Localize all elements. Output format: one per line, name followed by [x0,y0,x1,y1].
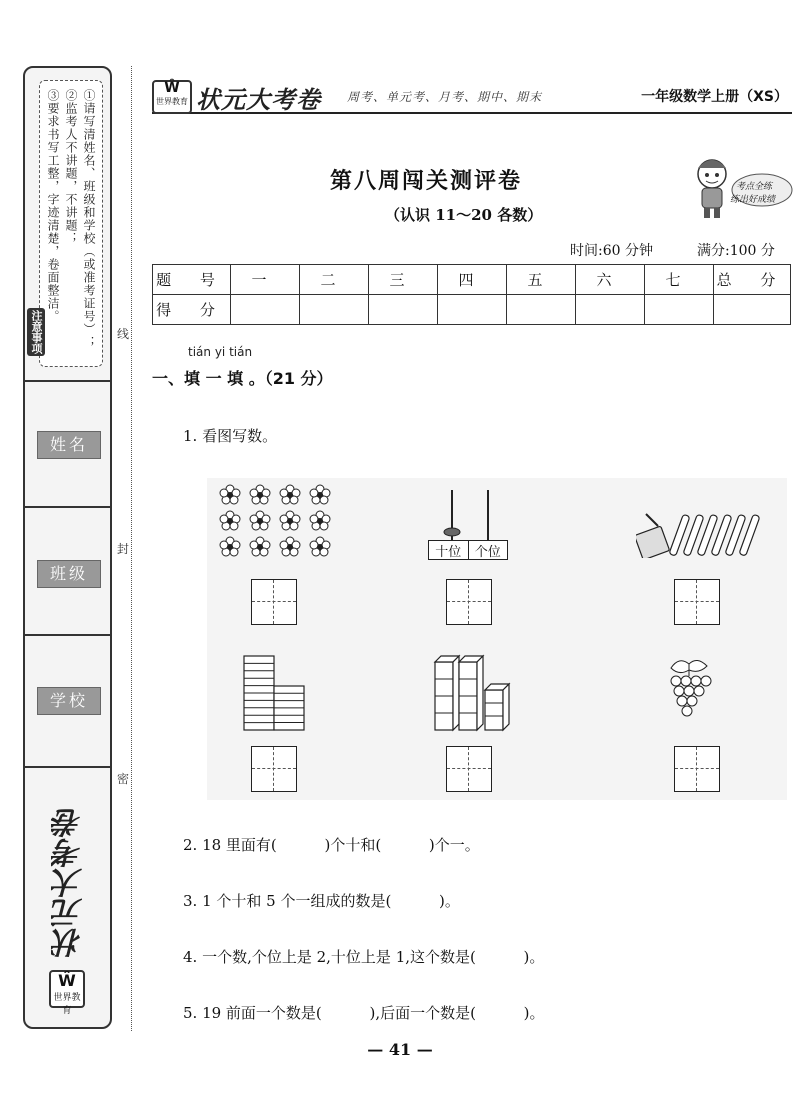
class-section [25,506,110,636]
score-cell: 六 [576,265,645,295]
score-row-label: 得 分 [153,295,231,325]
full-score: 满分:100 分 [697,243,775,259]
exam-subtitle: （认识 11～20 各数） [385,206,543,224]
answer-box-blocks[interactable] [251,746,297,792]
notice-box [39,80,103,367]
score-cell: 五 [507,265,576,295]
brand-section [25,766,110,1028]
notice-title: 注意事项 [27,308,45,356]
answer-box-grapes[interactable] [674,746,720,792]
ones-label: 个位 [474,545,501,560]
score-cell: 一 [231,265,300,295]
mascot-text-1: 考点全练 [736,182,773,192]
score-input[interactable] [438,295,507,325]
question-5: 5. 19 前面一个数是( ),后面一个数是( )。 [183,1004,545,1022]
sidebar-brand: 状元大考卷 [53,808,88,958]
answer-box-cubes[interactable] [446,746,492,792]
question-4: 4. 一个数,个位上是 2,十位上是 1,这个数是( )。 [183,948,545,966]
school-section [25,634,110,768]
page-number: — 41 — [367,1040,433,1059]
notice-2: ②监考人不讲题，不讲题； [64,89,78,245]
score-input[interactable] [645,295,714,325]
score-input[interactable] [576,295,645,325]
answer-box-sticks[interactable] [674,579,720,625]
cut-mark-secret: 密 [117,772,130,786]
score-value-row [153,295,791,325]
score-cell-total: 总 分 [714,265,791,295]
section1-heading: 一、填 一 填 。（21 分） [152,369,333,388]
header-tagline: 周考、单元考、月考、期中、期末 [347,90,543,104]
header-logo-text: 世界教育 [156,97,188,106]
class-field-label: 班级 [37,560,101,588]
flowers-icon [215,482,335,560]
binding-strip [23,66,112,1029]
grade-label: 一年级数学上册（XS） [641,89,788,105]
sticks-icon [636,508,768,558]
question-3: 3. 1 个十和 5 个一组成的数是( )。 [183,892,460,910]
grapes-icon [665,656,715,726]
score-cell: 七 [645,265,714,295]
abacus-base [428,540,508,560]
mascot-text-2: 练出好成绩 [730,195,776,205]
score-input[interactable] [231,295,300,325]
score-cell: 四 [438,265,507,295]
answer-box-abacus[interactable] [446,579,492,625]
score-input[interactable] [714,295,791,325]
score-input[interactable] [369,295,438,325]
blocks-grid-icon [243,655,307,731]
name-field-label: 姓名 [37,431,101,459]
sidebar-logo-text: 世界教育 [53,993,81,1016]
school-field-label: 学校 [37,687,101,715]
notice-3: ③要求书写工整，字迹清楚，卷面整洁。 [46,89,60,323]
header-brand: 状元大考卷 [196,86,321,114]
time-limit: 时间:60 分钟 [570,243,653,259]
cut-mark-line: 线 [117,327,130,341]
logo-glyph: Ŵ [58,971,76,990]
question-1: 1. 看图写数。 [183,427,278,445]
notice-1: ①请写清姓名、班级和学校（或准考证号）； [82,89,96,349]
score-cell: 二 [300,265,369,295]
cut-mark-seal: 封 [117,542,130,556]
question-2: 2. 18 里面有( )个十和( )个一。 [183,836,480,854]
score-input[interactable] [300,295,369,325]
header-logo-glyph: Ŵ [164,80,180,96]
page-header [152,80,792,114]
exam-title: 第八周闯关测评卷 [330,169,523,194]
score-cell-label: 题 号 [153,265,231,295]
mascot [684,148,794,220]
cubes-icon [433,654,513,732]
answer-box-flowers[interactable] [251,579,297,625]
header-logo [152,80,192,114]
sidebar-logo [49,970,85,1016]
name-section [25,380,110,508]
cut-line [131,66,132,1031]
score-input[interactable] [507,295,576,325]
score-table [152,264,791,325]
score-cell: 三 [369,265,438,295]
tens-label: 十位 [429,541,469,559]
section1-pinyin: tián yi tián [188,345,253,359]
score-header-row [153,265,791,295]
abacus-icon [428,488,512,540]
